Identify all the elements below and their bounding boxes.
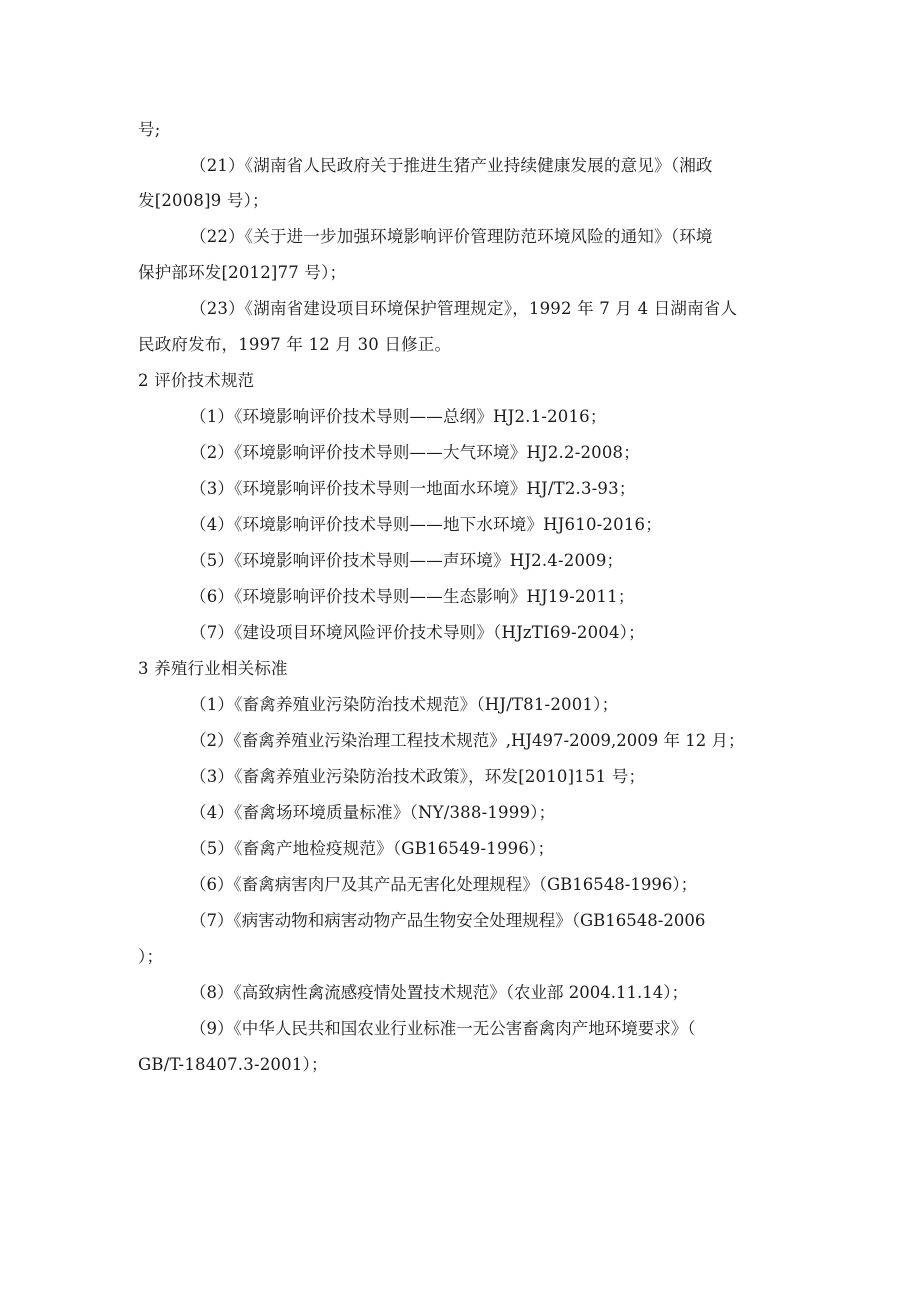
- text-line: （8）《高致病性禽流感疫情处置技术规范》（农业部 2004.11.14）；: [190, 983, 688, 1002]
- text-line: （2）《畜禽养殖业污染治理工程技术规范》,HJ497-2009,2009 年 12 月；: [190, 731, 745, 750]
- text-line: （22）《关于进一步加强环境影响评价管理防范环境风险的通知》（环境: [190, 227, 713, 246]
- text-line: 号;: [138, 120, 161, 139]
- text-line: GB/T-18407.3-2001）；: [138, 1055, 328, 1074]
- text-line: （3）《畜禽养殖业污染防治技术政策》，环发[2010]151 号；: [190, 767, 646, 786]
- text-line: （6）《环境影响评价技术导则——生态影响》HJ19-2011；: [190, 587, 635, 606]
- text-line: （1）《畜禽养殖业污染防治技术规范》（HJ/T81-2001）；: [190, 695, 619, 714]
- text-line: 民政府发布，1997 年 12 月 30 日修正。: [138, 335, 452, 354]
- section-heading: 2 评价技术规范: [138, 371, 255, 390]
- text-line: （5）《畜禽产地检疫规范》（GB16549-1996）；: [190, 839, 555, 858]
- text-line: （9）《中华人民共和国农业行业标准一无公害畜禽肉产地环境要求》（: [190, 1019, 696, 1038]
- text-line: （5）《环境影响评价技术导则——声环境》HJ2.4-2009；: [190, 551, 624, 570]
- text-line: （3）《环境影响评价技术导则一地面水环境》HJ/T2.3-93；: [190, 479, 636, 498]
- section-heading: 3 养殖行业相关标准: [138, 659, 288, 678]
- text-line: （1）《环境影响评价技术导则——总纲》HJ2.1-2016；: [190, 407, 607, 426]
- text-line: （23）《湖南省建设项目环境保护管理规定》，1992 年 7 月 4 日湖南省人: [190, 299, 738, 318]
- text-line: 发[2008]9 号）；: [138, 191, 269, 210]
- text-line: 保护部环发[2012]77 号）；: [138, 263, 347, 282]
- text-line: （7）《建设项目环境风险评价技术导则》（HJzTI69-2004）；: [190, 623, 645, 642]
- text-line: ）；: [138, 947, 164, 966]
- text-line: （6）《畜禽病害肉尸及其产品无害化处理规程》（GB16548-1996）；: [190, 875, 698, 894]
- text-line: （4）《环境影响评价技术导则——地下水环境》HJ610-2016；: [190, 515, 662, 534]
- text-line: （2）《环境影响评价技术导则——大气环境》HJ2.2-2008；: [190, 443, 640, 462]
- text-line: （7）《病害动物和病害动物产品生物安全处理规程》（GB16548-2006: [190, 911, 706, 930]
- text-line: （4）《畜禽场环境质量标准》（NY/388-1999）；: [190, 803, 556, 822]
- text-line: （21）《湖南省人民政府关于推进生猪产业持续健康发展的意见》（湘政: [190, 156, 713, 175]
